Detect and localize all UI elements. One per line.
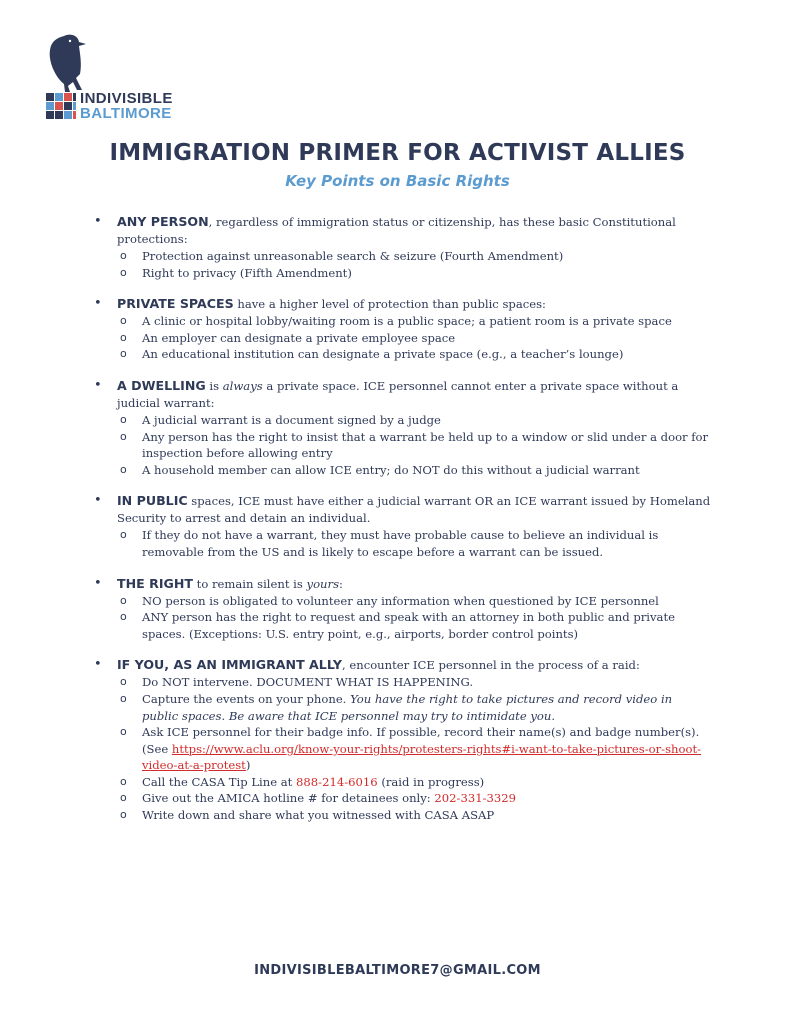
section-lead [117, 656, 712, 674]
sub-list [117, 412, 712, 478]
section-keyword: IN PUBLIC [117, 493, 188, 509]
list-item: o ANY person has the right to request and speak with an attorney in both public and private spaces. (Exceptions: U.S. entry point, e.g., airports, border control points) [117, 609, 712, 642]
logo-wordmark [80, 91, 173, 121]
section-lead-text: , encounter ICE personnel in the process of a raid: [342, 658, 640, 673]
section-keyword: PRIVATE SPACES [117, 296, 234, 312]
section-lead [117, 492, 712, 527]
section-lead-text: spaces, ICE must have either a judicial warrant OR an ICE warrant issued by Homeland Security to arrest and detain an individual. [117, 494, 711, 526]
aclu-link[interactable]: https://www.aclu.org/know-your-rights/protesters-rights#i-want-to-take-pictures-or-shoot-video-at-a-protest [142, 741, 702, 773]
casa-phone-number: 888-214-6016 [296, 774, 378, 789]
section-lead-emphasis: always [222, 378, 263, 393]
list-item-text: Capture the events on your phone. [142, 691, 351, 706]
section-dwelling [92, 377, 712, 478]
footer-email[interactable]: INDIVISIBLEBALTIMORE7@GMAIL.COM [254, 963, 541, 978]
list-item [117, 691, 712, 724]
section-lead-text: a private space. ICE personnel cannot enter a private space without a judicial warrant: [117, 378, 679, 410]
list-item-text: Give out the AMICA hotline # for detainees only: [142, 791, 435, 806]
section-lead-text: : [339, 576, 343, 591]
list-item: o An employer can designate a private employee space [117, 330, 712, 347]
list-item [117, 774, 712, 791]
section-keyword: ANY PERSON [117, 214, 209, 229]
amica-phone-number: 202-331-3329 [434, 791, 517, 806]
list-item [117, 724, 712, 774]
bullet-icon: • [94, 377, 102, 393]
sub-list [117, 313, 712, 363]
bullet-icon: • [94, 296, 102, 312]
list-item: o Any person has the right to insist that a warrant be held up to a window or slid under a door for inspection before allowing entry [117, 429, 712, 462]
section-lead [117, 575, 712, 593]
list-item: o A judicial warrant is a document signed by a judge [117, 412, 712, 429]
sub-list [117, 674, 712, 823]
section-lead-text: is [205, 378, 223, 393]
section-right-to-silence [92, 575, 712, 643]
list-item: o Protection against unreasonable search & seizure (Fourth Amendment) [117, 248, 712, 265]
section-any-person [92, 213, 712, 281]
logo-line-1: INDIVISIBLE [80, 90, 173, 107]
list-item-emphasis: You have the right to take pictures and record video in public spaces. Be aware that ICE personnel may try to intimidate you. [142, 691, 673, 723]
list-item: o Do NOT intervene. DOCUMENT WHAT IS HAPPENING. [117, 674, 712, 691]
sub-list [117, 593, 712, 643]
logo [42, 30, 192, 122]
section-lead [117, 295, 712, 313]
list-item: o Right to privacy (Fifth Amendment) [117, 265, 712, 282]
bullet-icon: • [94, 657, 102, 673]
section-lead-text: , regardless of immigration status or citizenship, has these basic Constitutional protections: [117, 215, 676, 246]
bullet-icon: • [94, 575, 102, 591]
list-item-text: Ask ICE personnel for their badge info. If possible, record their name(s) and badge number(s). (See [142, 725, 700, 756]
bullet-icon: • [94, 493, 102, 509]
list-item: o NO person is obligated to volunteer any information when questioned by ICE personnel [117, 593, 712, 610]
section-lead [117, 377, 712, 412]
page-subtitle: Key Points on Basic Rights [285, 172, 510, 190]
list-item-text: ) [245, 758, 251, 773]
section-keyword: IF YOU, AS AN IMMIGRANT ALLY [117, 657, 343, 673]
section-keyword: THE RIGHT [117, 575, 193, 591]
section-private-spaces [92, 295, 712, 363]
list-item: o A clinic or hospital lobby/waiting room is a public space; a patient room is a private space [117, 313, 712, 330]
section-lead-text: have a higher level of protection than public spaces: [233, 297, 546, 312]
list-item-text: (raid in progress) [377, 774, 485, 789]
bullet-icon: • [94, 214, 102, 229]
list-item [117, 790, 712, 807]
section-immigrant-ally [92, 656, 712, 823]
list-item-text: Call the CASA Tip Line at [142, 774, 297, 789]
list-item: o If they do not have a warrant, they must have probable cause to believe an individual is removable from the US and is likely to escape before a warrant can be issued. [117, 527, 712, 560]
sub-list [117, 248, 712, 281]
list-item: o A household member can allow ICE entry; do NOT do this without a judicial warrant [117, 462, 712, 479]
sub-list [117, 527, 712, 560]
section-lead-emphasis: yours [306, 576, 340, 591]
section-lead [117, 213, 712, 248]
logo-line-2: BALTIMORE [80, 105, 172, 122]
list-item: o An educational institution can designate a private space (e.g., a teacher’s lounge) [117, 346, 712, 363]
section-keyword: A DWELLING [117, 377, 206, 393]
page-title: IMMIGRATION PRIMER FOR ACTIVIST ALLIES [109, 140, 686, 166]
list-item: o Write down and share what you witnessed with CASA ASAP [117, 807, 712, 824]
section-lead-text: to remain silent is [192, 576, 307, 591]
primer-content [92, 213, 712, 838]
section-in-public [92, 492, 712, 560]
